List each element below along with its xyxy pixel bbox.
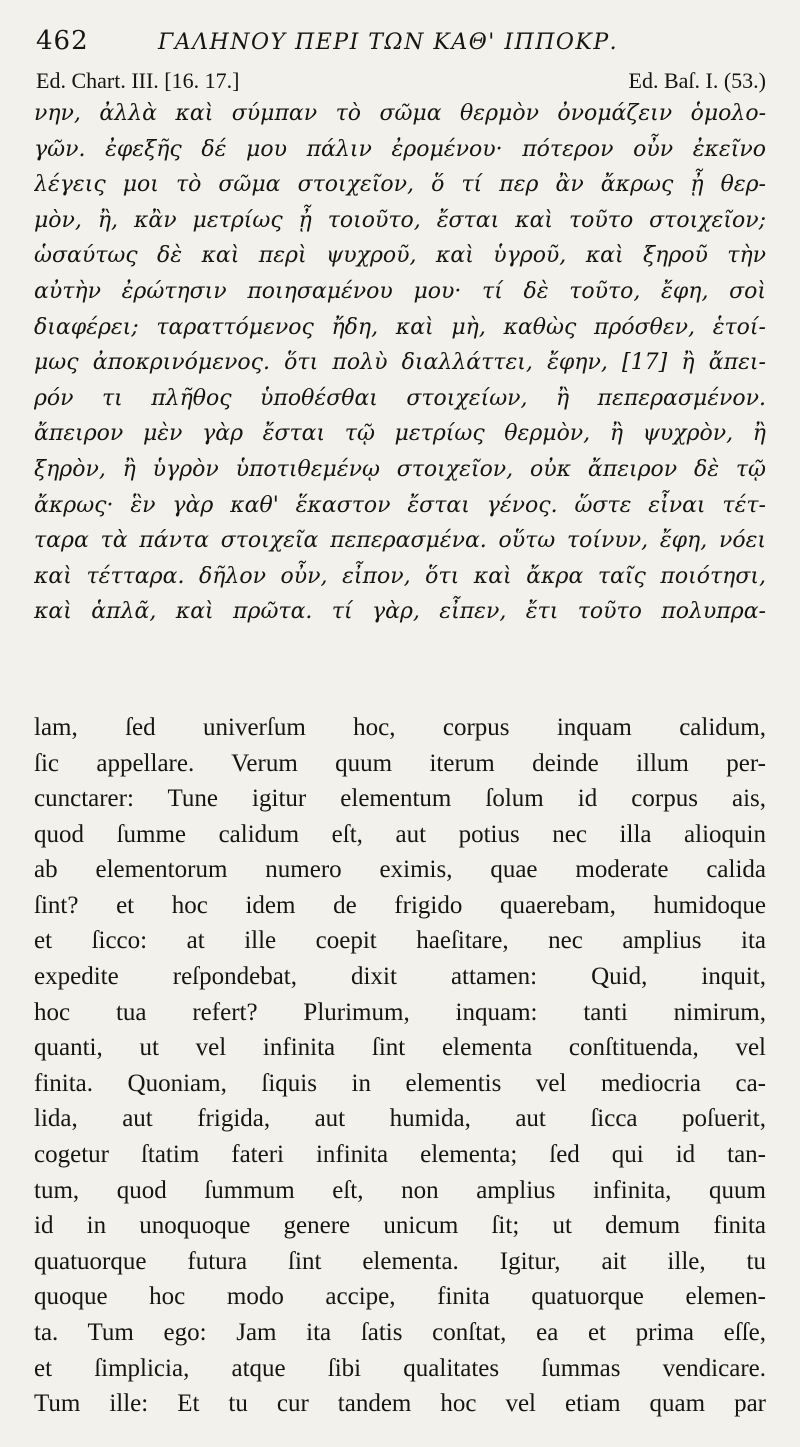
latin-line: hoc tua refert? Plurimum, inquam: tanti nimirum, — [34, 998, 766, 1026]
latin-line: expedite reſpondebat, dixit attamen: Quid, inquit, — [34, 963, 766, 991]
greek-line: λέγεις μοι τὸ σῶμα στοιχεῖον, ὅ τί περ ἂν ἄκρως ᾖ θερ- — [34, 172, 766, 198]
latin-line: cunctarer: Tune igitur elementum ſolum id corpus ais, — [34, 785, 766, 813]
latin-line: lida, aut frigida, aut humida, aut ſicca poſuerit, — [34, 1105, 766, 1133]
greek-line: αὐτὴν ἐρώτησιν ποιησαμένου μου· τί δὲ τοῦτο, ἔφη, σοὶ — [34, 278, 766, 304]
latin-line: lam, ſed univerſum hoc, corpus inquam calidum, — [34, 713, 766, 741]
greek-line: ἄπειρον μὲν γὰρ ἔσται τῷ μετρίως θερμὸν, ἢ ψυχρὸν, ἢ — [34, 421, 766, 447]
latin-line: ab elementorum numero eximis, quae moderate calida — [34, 856, 766, 884]
greek-line: καὶ τέτταρα. δῆλον οὖν, εἶπον, ὅτι καὶ ἄκρα ταῖς ποιότησι, — [34, 563, 766, 589]
greek-line: μὸν, ἢ, κἂν μετρίως ᾖ τοιοῦτο, ἔσται καὶ τοῦτο στοιχεῖον; — [34, 207, 766, 233]
page-header — [34, 0, 766, 60]
greek-line: καὶ ἁπλᾶ, καὶ πρῶτα. τί γὰρ, εἶπεν, ἔτι τοῦτο πολυπρα- — [34, 599, 766, 625]
latin-line: ſint? et hoc idem de frigido quaerebam, humidoque — [34, 891, 766, 919]
running-title: ΓΑΛΗΝΟΥ ΠΕΡΙ ΤΩΝ ΚΑΘ' ΙΠΠΟΚΡ. — [158, 30, 619, 55]
latin-line: quanti, ut vel infinita ſint elementa conſtituenda, vel — [34, 1034, 766, 1062]
latin-line: tum, quod ſummum eſt, non amplius infinita, quum — [34, 1176, 766, 1204]
latin-line: quoque hoc modo accipe, finita quatuorque elemen- — [34, 1283, 766, 1311]
latin-line: quatuorque futura ſint elementa. Igitur, ait ille, tu — [34, 1247, 766, 1275]
greek-line: ὡσαύτως δὲ καὶ περὶ ψυχροῦ, καὶ ὑγροῦ, καὶ ξηροῦ τὴν — [34, 243, 766, 269]
latin-text-block — [34, 710, 766, 1422]
page-number: 462 — [36, 26, 89, 56]
latin-line: quod ſumme calidum eſt, aut potius nec illa alioquin — [34, 820, 766, 848]
latin-line: cogetur ſtatim fateri infinita elementa; ſed qui id tan- — [34, 1141, 766, 1169]
greek-line: νην, ἀλλὰ καὶ σύμπαν τὸ σῶμα θερμὸν ὀνομάζειν ὁμολο- — [34, 101, 766, 126]
greek-text-block — [34, 96, 766, 630]
edition-reference-left: Ed. Chart. III. [16. 17.] — [36, 68, 240, 93]
greek-line: γῶν. ἐφεξῆς δέ μου πάλιν ἐρομένου· πότερον οὖν ἐκεῖνο — [34, 136, 766, 162]
edition-reference-line — [34, 60, 766, 96]
greek-line: διαφέρει; ταραττόμενος ἤδη, καὶ μὴ, καθὼς πρόσθεν, ἑτοί- — [34, 314, 766, 340]
latin-line: Tum ille: Et tu cur tandem hoc vel etiam quam par — [34, 1390, 766, 1418]
latin-line: et ſimplicia, atque ſibi qualitates ſummas vendicare. — [34, 1354, 766, 1382]
latin-line: ta. Tum ego: Jam ita ſatis conſtat, ea et prima eſſe, — [34, 1319, 766, 1346]
greek-line: ξηρὸν, ἢ ὑγρὸν ὑποτιθεμένῳ στοιχεῖον, οὐκ ἄπειρον δὲ τῷ — [34, 456, 766, 482]
greek-line: μως ἀποκρινόμενος. ὅτι πολὺ διαλλάττει, ἔφην, [17] ἢ ἄπει- — [34, 350, 766, 376]
greek-line: ἄκρως· ἓν γὰρ καθ' ἕκαστον ἔσται γένος. ὥστε εἶναι τέτ- — [34, 492, 766, 518]
edition-reference-right: Ed. Baſ. I. (53.) — [628, 68, 766, 93]
latin-line: id in unoquoque genere unicum ſit; ut demum finita — [34, 1212, 766, 1240]
latin-line: ſic appellare. Verum quum iterum deinde illum per- — [34, 749, 766, 777]
latin-line: et ſicco: at ille coepit haeſitare, nec amplius ita — [34, 927, 766, 955]
greek-line: ρόν τι πλῆθος ὑποθέσθαι στοιχείων, ἢ πεπερασμένον. — [34, 385, 766, 411]
section-gap — [34, 630, 766, 710]
latin-line: finita. Quoniam, ſiquis in elementis vel mediocria ca- — [34, 1069, 766, 1097]
greek-line: ταρα τὰ πάντα στοιχεῖα πεπερασμένα. οὕτω τοίνυν, ἔφη, νόει — [34, 528, 766, 554]
